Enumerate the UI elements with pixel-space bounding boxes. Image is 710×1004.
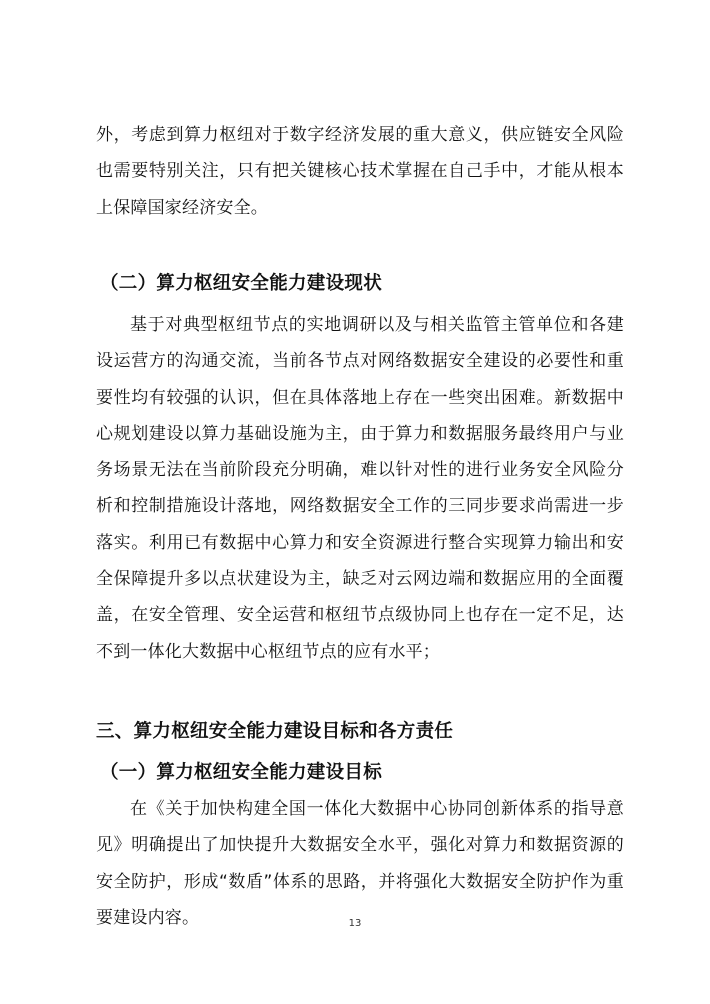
paragraph-supply-chain: 外，考虑到算力枢纽对于数字经济发展的重大意义，供应链安全风险也需要特别关注，只有把关键核心技术掌握在自己手中，才能从根本上保障国家经济安全。 — [96, 125, 624, 218]
paragraph-guidance-opinion: 在《关于加快构建全国一体化大数据中心协同创新体系的指导意见》明确提出了加快提升大数据安全水平，强化对算力和数据资源的安全防护，形成“数盾”体系的思路，并将强化大数据安全防护作为重要建设内容。 — [96, 799, 624, 928]
heading-goals: （一）算力枢纽安全能力建设目标 — [100, 762, 383, 783]
heading-section-3: 三、算力枢纽安全能力建设目标和各方责任 — [96, 721, 454, 742]
page-number: 13 — [348, 918, 362, 929]
heading-current-status: （二）算力枢纽安全能力建设现状 — [100, 273, 383, 294]
paragraph-current-status: 基于对典型枢纽节点的实地调研以及与相关监管主管单位和各建设运营方的沟通交流，当前各节点对网络数据安全建设的必要性和重要性均有较强的认识，但在具体落地上存在一些突出困难。新数据中心规划建设以算力基础设施为主，由于算力和数据服务最终用户与业务场景无法在当前阶段充分明确，难以针对性的进行业务安全风险分析和控制措施设计落地，网络数据安全工作的三同步要求尚需进一步落实。利用已有数据中心算力和安全资源进行整合实现算力输出和安全保障提升多以点状建设为主，缺乏对云网边端和数据应用的全面覆盖，在安全管理、安全运营和枢纽节点级协同上也存在一定不足，达不到一体化大数据中心枢纽节点的应有水平； — [96, 315, 624, 662]
